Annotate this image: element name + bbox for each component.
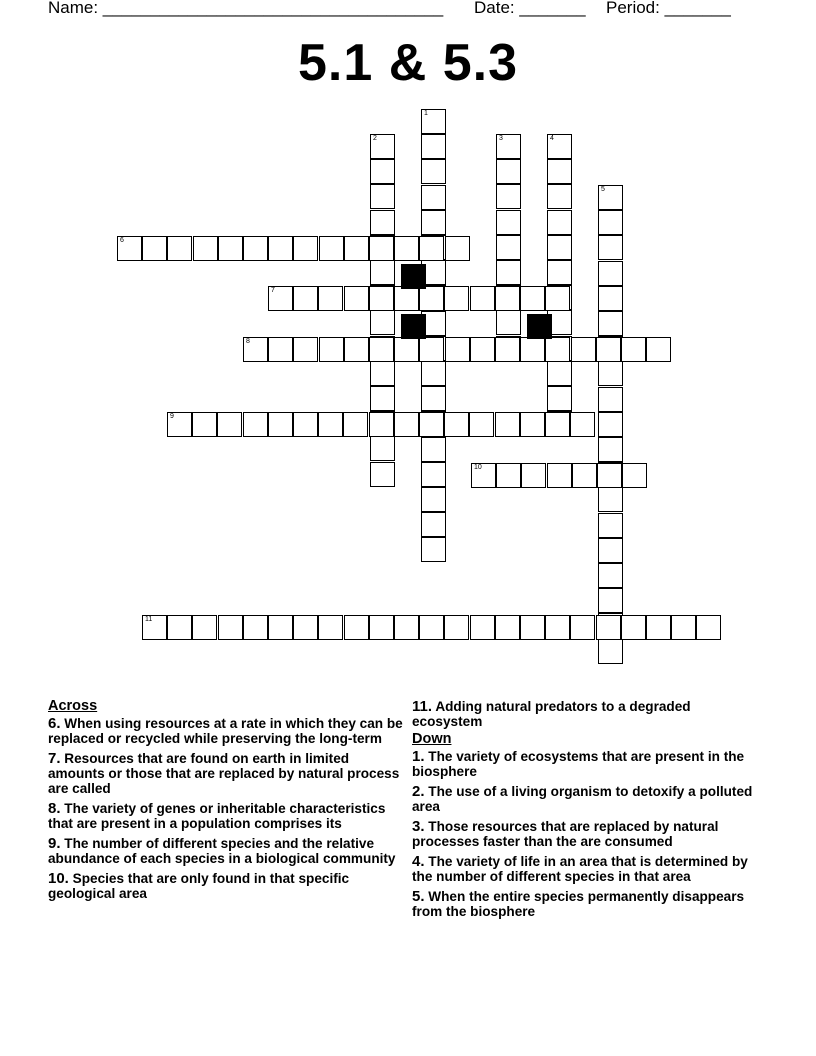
across-clue-11 xyxy=(412,699,762,729)
crossword-cell[interactable] xyxy=(496,134,521,159)
crossword-cell[interactable] xyxy=(621,615,646,640)
crossword-cell[interactable] xyxy=(243,615,268,640)
crossword-cell[interactable] xyxy=(192,615,217,640)
crossword-cell[interactable] xyxy=(167,236,192,261)
crossword-cell[interactable] xyxy=(268,412,293,437)
crossword-cell[interactable] xyxy=(598,261,623,286)
crossword-cell[interactable] xyxy=(293,412,318,437)
crossword-cell[interactable] xyxy=(470,337,495,362)
crossword-cell[interactable] xyxy=(318,615,343,640)
crossword-cell[interactable] xyxy=(421,386,446,411)
across-clue-6 xyxy=(48,716,404,746)
crossword-cell[interactable] xyxy=(218,615,243,640)
crossword-cell[interactable] xyxy=(268,615,293,640)
crossword-cell[interactable] xyxy=(598,235,623,260)
crossword-cell[interactable] xyxy=(419,615,444,640)
crossword-cell[interactable] xyxy=(319,337,344,362)
crossword-cell[interactable] xyxy=(370,210,395,235)
crossword-cell[interactable] xyxy=(243,337,268,362)
down-heading: Down xyxy=(412,731,452,747)
cell-number: 2 xyxy=(373,135,377,142)
crossword-cell[interactable] xyxy=(547,361,572,386)
clue-text: When using resources at a rate in which they can be replaced or recycled while preserving the long-term xyxy=(48,716,403,746)
crossword-cell[interactable] xyxy=(470,615,495,640)
crossword-cell[interactable] xyxy=(369,286,394,311)
crossword-cell[interactable] xyxy=(370,462,395,487)
crossword-cell[interactable] xyxy=(421,109,446,134)
crossword-cell[interactable] xyxy=(318,412,343,437)
clue-number: 9. xyxy=(48,835,61,852)
crossword-cell[interactable] xyxy=(621,337,646,362)
crossword-cell[interactable] xyxy=(547,184,572,209)
crossword-cell[interactable] xyxy=(547,463,572,488)
crossword-cell[interactable] xyxy=(370,361,395,386)
crossword-cell[interactable] xyxy=(597,463,622,488)
cell-number: 10 xyxy=(474,464,482,471)
crossword-cell[interactable] xyxy=(268,286,293,311)
clues-left-column xyxy=(48,699,404,906)
down-clue-5 xyxy=(412,889,762,919)
crossword-cell[interactable] xyxy=(419,412,444,437)
crossword-cell[interactable] xyxy=(369,615,394,640)
crossword-cell[interactable] xyxy=(293,286,318,311)
clue-number: 6. xyxy=(48,715,61,732)
crossword-cell[interactable] xyxy=(217,412,242,437)
crossword-cell[interactable] xyxy=(142,236,167,261)
crossword-cell[interactable] xyxy=(496,463,521,488)
crossword-cell[interactable] xyxy=(520,412,545,437)
crossword-cell[interactable] xyxy=(419,337,444,362)
crossword-cell[interactable] xyxy=(545,615,570,640)
crossword-cell[interactable] xyxy=(598,563,623,588)
crossword-cell[interactable] xyxy=(547,134,572,159)
crossword-cell[interactable] xyxy=(520,337,545,362)
crossword-cell[interactable] xyxy=(547,159,572,184)
clue-number: 8. xyxy=(48,800,61,817)
period-field[interactable]: Period: _______ xyxy=(606,0,731,17)
name-field[interactable]: Name: ____________________________________ xyxy=(48,0,444,17)
crossword-cell[interactable] xyxy=(598,588,623,613)
crossword-cell[interactable] xyxy=(421,185,446,210)
crossword-cell[interactable] xyxy=(496,210,521,235)
clue-text: The variety of genes or inheritable characteristics that are present in a population comprises its xyxy=(48,801,386,831)
crossword-cell[interactable] xyxy=(496,184,521,209)
crossword-cell[interactable] xyxy=(293,615,318,640)
crossword-cell[interactable] xyxy=(344,286,369,311)
crossword-cell[interactable] xyxy=(496,260,521,285)
crossword-cell[interactable] xyxy=(547,235,572,260)
crossword-cell[interactable] xyxy=(646,337,671,362)
crossword-cell[interactable] xyxy=(421,512,446,537)
clue-text: The variety of ecosystems that are present in the biosphere xyxy=(412,749,745,779)
clue-number: 7. xyxy=(48,750,61,767)
crossword-cell[interactable] xyxy=(598,412,623,437)
crossword-cell[interactable] xyxy=(496,159,521,184)
crossword-cell[interactable] xyxy=(369,236,394,261)
crossword-cell[interactable] xyxy=(419,236,444,261)
crossword-cell[interactable] xyxy=(596,615,621,640)
crossword-cell[interactable] xyxy=(268,236,293,261)
crossword-cell[interactable] xyxy=(421,361,446,386)
crossword-cell[interactable] xyxy=(598,286,623,311)
crossword-cell[interactable] xyxy=(243,412,268,437)
crossword-cell[interactable] xyxy=(570,615,595,640)
crossword-cell[interactable] xyxy=(547,386,572,411)
crossword-cell[interactable] xyxy=(421,159,446,184)
cell-number: 11 xyxy=(145,616,153,623)
clue-number: 2. xyxy=(412,783,425,800)
cell-number: 6 xyxy=(120,237,124,244)
cell-number: 3 xyxy=(499,135,503,142)
crossword-cell[interactable] xyxy=(243,236,268,261)
crossword-cell[interactable] xyxy=(293,337,318,362)
cell-number: 9 xyxy=(170,413,174,420)
page-title: 5.1 & 5.3 xyxy=(297,34,519,92)
crossword-cell[interactable] xyxy=(598,437,623,462)
crossword-cell[interactable] xyxy=(496,310,521,335)
crossword-cell[interactable] xyxy=(598,387,623,412)
clue-text: Resources that are found on earth in limited amounts or those that are replaced by natural process are called xyxy=(48,751,400,796)
crossword-cell[interactable] xyxy=(394,615,419,640)
crossword-cell[interactable] xyxy=(596,337,621,362)
across-heading: Across xyxy=(48,698,98,714)
crossword-cell[interactable] xyxy=(268,337,293,362)
crossword-cell[interactable] xyxy=(598,639,623,664)
across-clue-9 xyxy=(48,836,404,866)
clue-number: 10. xyxy=(48,870,69,887)
down-clue-1 xyxy=(412,749,762,779)
crossword-cell[interactable] xyxy=(495,286,520,311)
crossword-cell[interactable] xyxy=(521,463,546,488)
crossword-cell[interactable] xyxy=(192,412,217,437)
crossword-cell[interactable] xyxy=(421,210,446,235)
clue-number: 3. xyxy=(412,818,425,835)
crossword-cell[interactable] xyxy=(318,286,343,311)
crossword-cell[interactable] xyxy=(344,337,369,362)
crossword-cell[interactable] xyxy=(344,615,369,640)
clue-text: Species that are only found in that specific geological area xyxy=(48,871,350,901)
crossword-cell[interactable] xyxy=(369,412,394,437)
down-clue-2 xyxy=(412,784,762,814)
clue-number: 11. xyxy=(412,698,433,715)
blocked-cell xyxy=(401,264,426,289)
down-clue-4 xyxy=(412,854,762,884)
clues-right-column xyxy=(412,699,762,924)
crossword-cell[interactable] xyxy=(167,615,192,640)
crossword-cell[interactable] xyxy=(622,463,647,488)
crossword-cell[interactable] xyxy=(570,412,595,437)
crossword-cell[interactable] xyxy=(545,412,570,437)
clue-text: Those resources that are replaced by natural processes faster than the are consumed xyxy=(412,819,719,849)
crossword-cell[interactable] xyxy=(444,286,469,311)
crossword-cell[interactable] xyxy=(496,235,521,260)
blocked-cell xyxy=(527,314,552,339)
crossword-cell[interactable] xyxy=(520,615,545,640)
cell-number: 4 xyxy=(550,135,554,142)
date-field[interactable]: Date: _______ xyxy=(474,0,586,17)
clue-number: 4. xyxy=(412,853,425,870)
crossword-cell[interactable] xyxy=(495,615,520,640)
crossword-cell[interactable] xyxy=(444,412,469,437)
crossword-cell[interactable] xyxy=(598,513,623,538)
crossword-cell[interactable] xyxy=(421,537,446,562)
cell-number: 8 xyxy=(246,338,250,345)
crossword-cell[interactable] xyxy=(394,286,419,311)
crossword-cell[interactable] xyxy=(520,286,545,311)
crossword-cell[interactable] xyxy=(547,260,572,285)
crossword-cell[interactable] xyxy=(598,185,623,210)
across-clue-8 xyxy=(48,801,404,831)
crossword-cell[interactable] xyxy=(495,337,520,362)
across-clue-10 xyxy=(48,871,404,901)
crossword-cell[interactable] xyxy=(419,286,444,311)
cell-number: 5 xyxy=(601,186,605,193)
clue-number: 1. xyxy=(412,748,425,765)
crossword-cell[interactable] xyxy=(370,310,395,335)
crossword-cell[interactable] xyxy=(370,134,395,159)
crossword-cell[interactable] xyxy=(370,260,395,285)
crossword-cell[interactable] xyxy=(444,615,469,640)
crossword-cell[interactable] xyxy=(696,615,721,640)
crossword-cell[interactable] xyxy=(394,236,419,261)
crossword-cell[interactable] xyxy=(421,462,446,487)
crossword-cell[interactable] xyxy=(319,236,344,261)
across-clue-7 xyxy=(48,751,404,796)
crossword-cell[interactable] xyxy=(598,210,623,235)
crossword-cell[interactable] xyxy=(545,337,570,362)
crossword-cell[interactable] xyxy=(369,337,394,362)
crossword-cell[interactable] xyxy=(471,463,496,488)
crossword-cell[interactable] xyxy=(343,412,368,437)
crossword-cell[interactable] xyxy=(167,412,192,437)
crossword-cell[interactable] xyxy=(394,337,419,362)
crossword-cell[interactable] xyxy=(598,538,623,563)
crossword-cell[interactable] xyxy=(370,184,395,209)
crossword-cell[interactable] xyxy=(547,210,572,235)
clue-text: The number of different species and the relative abundance of each species in a biological community xyxy=(48,836,396,866)
crossword-cell[interactable] xyxy=(370,386,395,411)
down-clue-3 xyxy=(412,819,762,849)
crossword-cell[interactable] xyxy=(421,134,446,159)
crossword-cell[interactable] xyxy=(344,236,369,261)
crossword-cell[interactable] xyxy=(598,311,623,336)
crossword-cell[interactable] xyxy=(193,236,218,261)
crossword-cell[interactable] xyxy=(470,286,495,311)
crossword-cell[interactable] xyxy=(293,236,318,261)
crossword-cell[interactable] xyxy=(370,436,395,461)
clue-text: The variety of life in an area that is determined by the number of different species in that area xyxy=(412,854,748,884)
crossword-cell[interactable] xyxy=(117,236,142,261)
crossword-cell[interactable] xyxy=(469,412,494,437)
crossword-cell[interactable] xyxy=(671,615,696,640)
crossword-cell[interactable] xyxy=(142,615,167,640)
crossword-cell[interactable] xyxy=(394,412,419,437)
crossword-cell[interactable] xyxy=(571,337,596,362)
crossword-cell[interactable] xyxy=(598,361,623,386)
clue-number: 5. xyxy=(412,888,425,905)
crossword-cell[interactable] xyxy=(370,159,395,184)
cell-number: 1 xyxy=(424,110,428,117)
crossword-cell[interactable] xyxy=(445,337,470,362)
crossword-cell[interactable] xyxy=(572,463,597,488)
crossword-cell[interactable] xyxy=(545,286,570,311)
cell-number: 7 xyxy=(271,287,275,294)
clue-text: The use of a living organism to detoxify a polluted area xyxy=(412,784,753,814)
crossword-cell[interactable] xyxy=(218,236,243,261)
crossword-cell[interactable] xyxy=(445,236,470,261)
clue-text: When the entire species permanently disappears from the biosphere xyxy=(412,889,745,919)
crossword-cell[interactable] xyxy=(495,412,520,437)
blocked-cell xyxy=(401,314,426,339)
clue-text: Adding natural predators to a degraded ecosystem xyxy=(412,699,691,729)
crossword-cell[interactable] xyxy=(598,487,623,512)
crossword-cell[interactable] xyxy=(421,487,446,512)
crossword-cell[interactable] xyxy=(421,437,446,462)
crossword-cell[interactable] xyxy=(646,615,671,640)
